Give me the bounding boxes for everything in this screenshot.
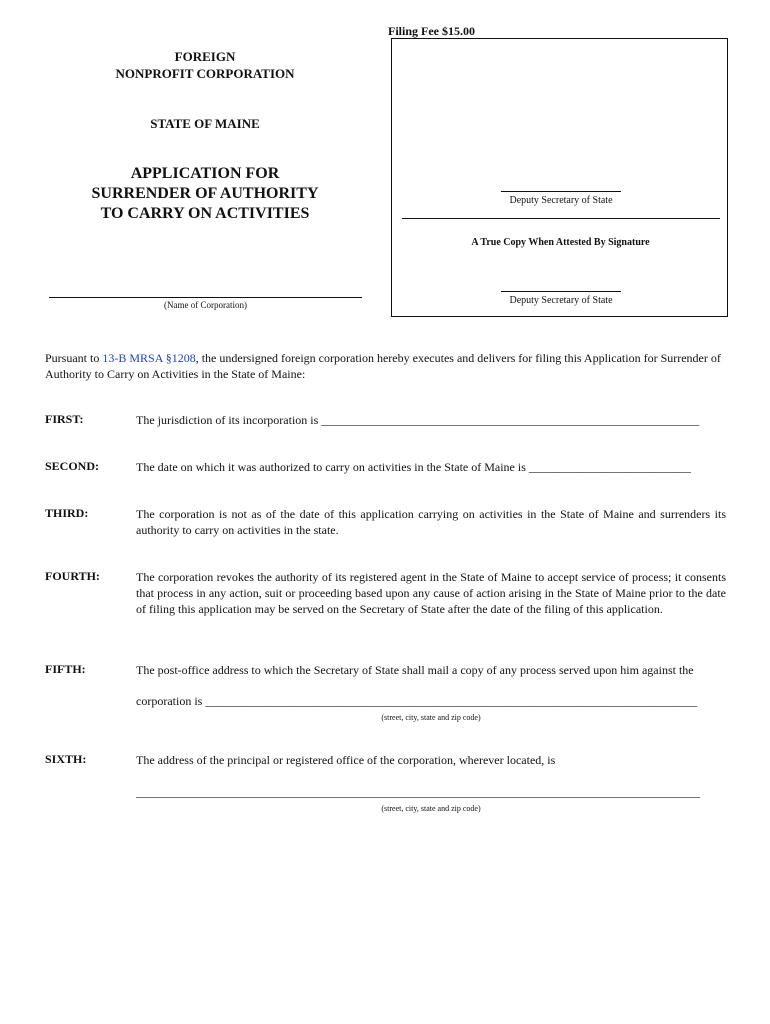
third-label: THIRD:	[45, 506, 89, 520]
fifth-address-line[interactable]: corporation is __________________________________________________________________________________	[136, 694, 698, 708]
sixth-label: SIXTH:	[45, 752, 87, 766]
fourth-text: The corporation revokes the authority of its registered agent in the State of Maine to accept service of process; it consents that process in any action, suit or proceeding based upon any cause of action arising in the State of Maine prior to the date of filing this application may be served on the Secretary of State after the date of the filing of this application.	[136, 570, 726, 616]
sixth-text: The address of the principal or registered office of the corporation, wherever located, is	[136, 753, 556, 767]
fifth-text: The post-office address to which the Secretary of State shall mail a copy of any process served upon him against the	[136, 663, 694, 677]
first-label: FIRST:	[45, 412, 84, 426]
header-state: STATE OF MAINE	[150, 116, 260, 131]
intro-after: , the undersigned foreign corporation hereby executes and delivers for filing this Application for Surrender of Authority to Carry on Activities in the State of Maine:	[45, 351, 721, 381]
filing-stamp-box	[391, 38, 728, 317]
sixth-address-note: (street, city, state and zip code)	[381, 804, 481, 813]
fifth-label: FIFTH:	[45, 662, 86, 676]
deputy-secretary-label-2: Deputy Secretary of State	[509, 295, 613, 306]
statute-link[interactable]: 13-B MRSA §1208	[102, 351, 196, 365]
fourth-label: FOURTH:	[45, 569, 100, 583]
second-label: SECOND:	[45, 459, 100, 473]
name-of-corporation-line[interactable]	[49, 297, 362, 298]
third-text: The corporation is not as of the date of this application carrying on activities in the State of Maine and surrenders its authority to carry on activities in the state.	[136, 507, 726, 537]
second-text[interactable]: The date on which it was authorized to carry on activities in the State of Maine is ___________________________	[136, 460, 691, 474]
name-of-corporation-label: (Name of Corporation)	[164, 300, 247, 310]
deputy-secretary-label-1: Deputy Secretary of State	[509, 195, 613, 206]
intro-before: Pursuant to	[45, 351, 103, 365]
title-line-3: TO CARRY ON ACTIVITIES	[100, 205, 310, 222]
deputy-signature-line-1	[501, 191, 621, 192]
fifth-address-note: (street, city, state and zip code)	[381, 713, 481, 722]
title-line-1: APPLICATION FOR	[130, 165, 280, 182]
true-copy-label: A True Copy When Attested By Signature	[471, 237, 650, 248]
first-text[interactable]: The jurisdiction of its incorporation is _______________________________________________________________	[136, 413, 700, 427]
deputy-signature-line-2	[501, 291, 621, 292]
stamp-divider	[402, 218, 720, 219]
header-line-foreign: FOREIGN	[174, 49, 236, 64]
title-line-2: SURRENDER OF AUTHORITY	[91, 185, 319, 202]
filing-fee: Filing Fee $15.00	[388, 24, 475, 38]
intro-paragraph	[45, 350, 725, 382]
sixth-address-line[interactable]: ______________________________________________________________________________________________	[136, 785, 700, 799]
header-line-nonprofit: NONPROFIT CORPORATION	[115, 66, 295, 81]
